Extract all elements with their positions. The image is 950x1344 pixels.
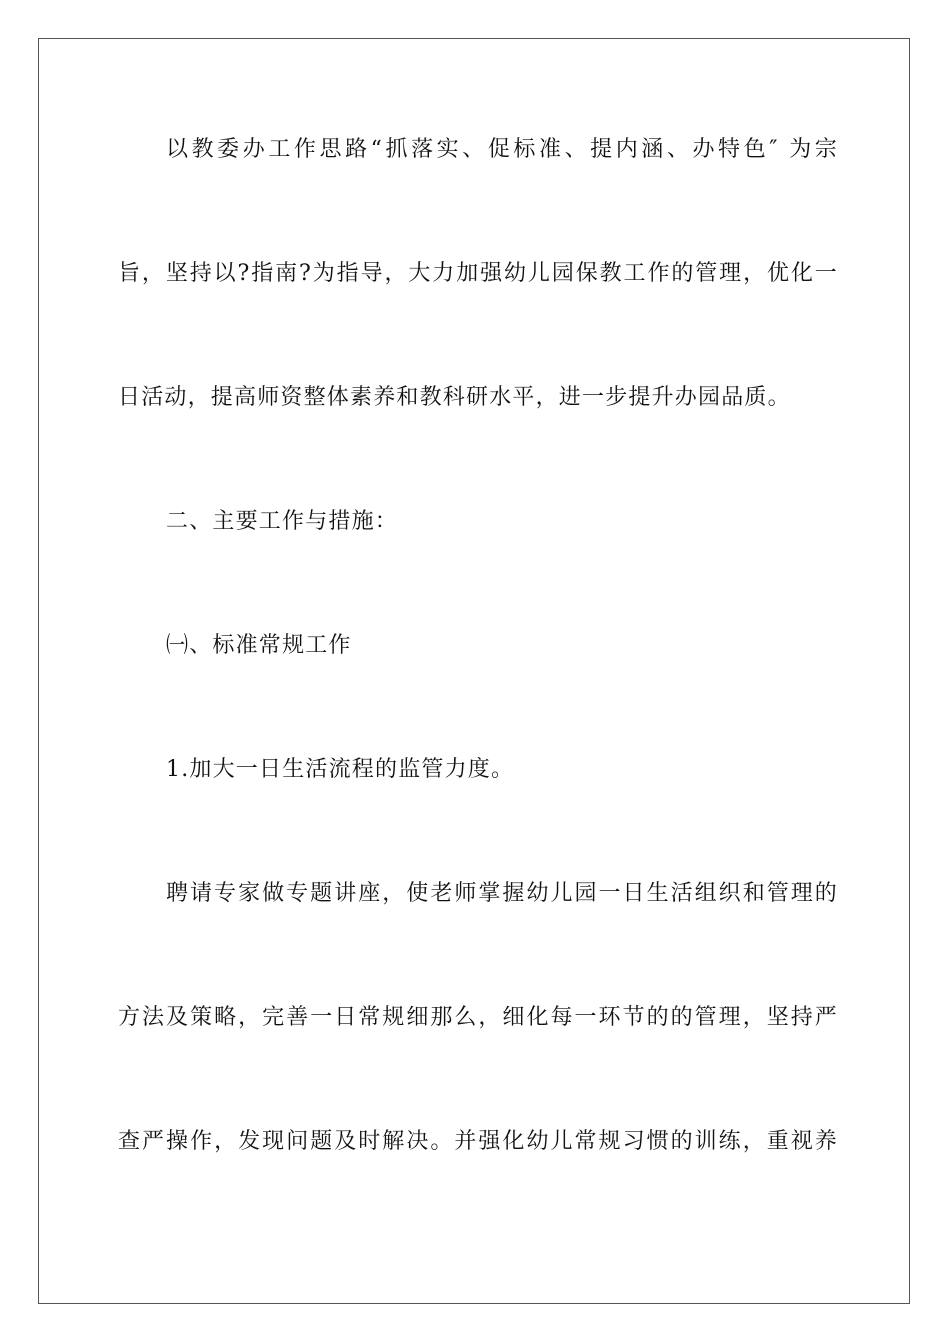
section-heading-main-work: 二、主要工作与措施： xyxy=(166,509,399,534)
paragraph-2-line-2: 方法及策略，完善一日常规细那么，细化每一环节的的管理，坚持严 xyxy=(118,1005,838,1030)
page-border xyxy=(38,38,910,1304)
subsection-heading-standard-work: ㈠、标准常规工作 xyxy=(166,633,352,658)
paragraph-2-line-1: 聘请专家做专题讲座，使老师掌握幼儿园一日生活组织和管理的 xyxy=(166,881,838,906)
paragraph-1-line-1: 以教委办工作思路“抓落实、促标准、提内涵、办特色″ 为宗 xyxy=(166,137,838,162)
paragraph-1-line-3: 日活动，提高师资整体素养和教科研水平，进一步提升办园品质。 xyxy=(118,385,791,410)
paragraph-2-line-3: 查严操作，发现问题及时解决。并强化幼儿常规习惯的训练，重视养 xyxy=(118,1129,838,1154)
item-heading-1: 1.加大一日生活流程的监管力度。 xyxy=(166,757,515,782)
paragraph-1-line-2: 旨，坚持以?指南?为指导，大力加强幼儿园保教工作的管理，优化一 xyxy=(118,261,838,286)
